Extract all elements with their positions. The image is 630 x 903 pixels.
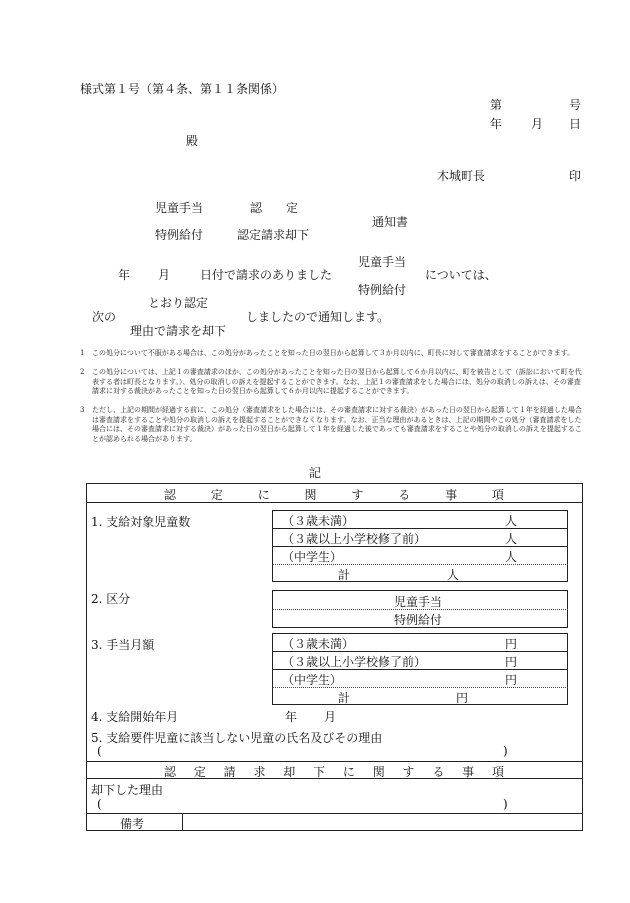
remarks-label: 備考	[120, 817, 145, 831]
note-2: 2 この処分については、上記１の審査請求のほか、この処分があったことを知った日の翌日から起算して６か月以内に、町を被告として（訴訟において町を代表する者は町長となります。）、処分の取消しの訴えを提起することができます。なお、上記１の審査請求をした場合には、処分の取消しの訴えは、その審査請求に対する裁決があったことを知った日の翌日から起算して６か月以内に提起することができます。	[80, 368, 582, 395]
children-row-label: （３歳以上小学校修了前）	[282, 532, 427, 546]
item1-label: 1. 支給対象児童数	[91, 515, 191, 529]
number-go: 号	[569, 98, 582, 112]
children-row-unit: 人	[505, 532, 518, 546]
amount-row-unit: 円	[505, 673, 518, 687]
number-dai: 第	[490, 98, 503, 112]
reject-reason-label: 却下した理由	[91, 783, 164, 797]
body-month: 月	[158, 268, 171, 282]
reject-paren-close: )	[503, 797, 508, 811]
item5-label: 5. 支給要件児童に該当しない児童の氏名及びその理由	[91, 731, 383, 745]
body-reason-reject: 理由で請求を却下	[130, 324, 227, 338]
amount-row-unit: 円	[505, 637, 518, 651]
reject-paren-open: (	[97, 797, 102, 811]
title-opt-special: 特例給付	[155, 228, 204, 242]
body-closing: しましたので通知します。	[246, 310, 390, 324]
amount-row-label: （３歳未満）	[282, 637, 355, 651]
amount-total-unit: 円	[456, 691, 469, 705]
title-opt-reject: 認定請求却下	[237, 228, 310, 242]
seal: 印	[569, 169, 582, 183]
body-opt-special: 特例給付	[358, 283, 407, 297]
children-row-unit: 人	[505, 550, 518, 564]
category-child-allowance: 児童手当	[394, 595, 443, 609]
form-id: 様式第１号（第４条、第１１条関係）	[80, 82, 285, 96]
item4-month: 月	[324, 710, 337, 724]
body-year: 年	[118, 268, 131, 282]
section2-title: 認 定 請 求 却 下 に 関 す る 事 項	[164, 765, 504, 779]
amount-total-label: 計	[338, 691, 351, 705]
body-next: 次の	[92, 310, 117, 324]
amount-row-label: （中学生）	[282, 673, 343, 687]
children-total-unit: 人	[447, 568, 460, 582]
date-year: 年	[490, 117, 503, 131]
item4-label: 4. 支給開始年月	[91, 710, 179, 724]
item2-label: 2. 区分	[91, 592, 131, 606]
paren-close: )	[503, 744, 508, 758]
children-row-label: （中学生）	[282, 550, 343, 564]
title-opt-child-allowance: 児童手当	[155, 201, 204, 215]
item4-year: 年	[285, 710, 298, 724]
item3-label: 3. 手当月額	[91, 638, 155, 652]
paren-open: (	[97, 744, 102, 758]
amount-row-unit: 円	[505, 655, 518, 669]
children-row-label: （３歳未満）	[282, 514, 355, 528]
title-opt-approve: 認 定	[250, 201, 299, 215]
body-opt-child-allowance: 児童手当	[358, 255, 407, 269]
note-3: 3 ただし、上記の期間が経過する前に、この処分（審査請求をした場合には、その審査請求に対する裁決）があった日の翌日から起算して１年を経過した場合は審査請求をすることや処分の取消しの訴えを提起することができなくなります。なお、正当な理由があるときは、上記の期間やこの処分（審査請求をした場合には、その審査請求に対する裁決）があった日の翌日から起算して１年を経過した後であっても審査請求をすることや処分の取消しの訴えを提起することが認められる場合があります。	[80, 406, 582, 443]
category-special: 特例給付	[394, 613, 443, 627]
title-suffix: 通知書	[372, 215, 409, 229]
children-row-unit: 人	[505, 514, 518, 528]
amount-row-label: （３歳以上小学校修了前）	[282, 655, 427, 669]
ki-label: 記	[309, 466, 322, 480]
note-1: 1 この処分について不服がある場合は、この処分があったことを知った日の翌日から起算して３か月以内に、町長に対して審査請求をすることができます。	[80, 349, 575, 357]
body-date-text: 日付で請求のありました	[200, 268, 333, 282]
body-about: については、	[425, 268, 497, 282]
section1-title: 認 定 に 関 す る 事 項	[164, 488, 504, 502]
body-reason-approve: とおり認定	[148, 296, 209, 310]
children-total-label: 計	[338, 568, 351, 582]
date-month: 月	[531, 117, 544, 131]
date-day: 日	[569, 117, 582, 131]
addressee-suffix: 殿	[186, 134, 199, 148]
issuer: 木城町長	[437, 169, 486, 183]
